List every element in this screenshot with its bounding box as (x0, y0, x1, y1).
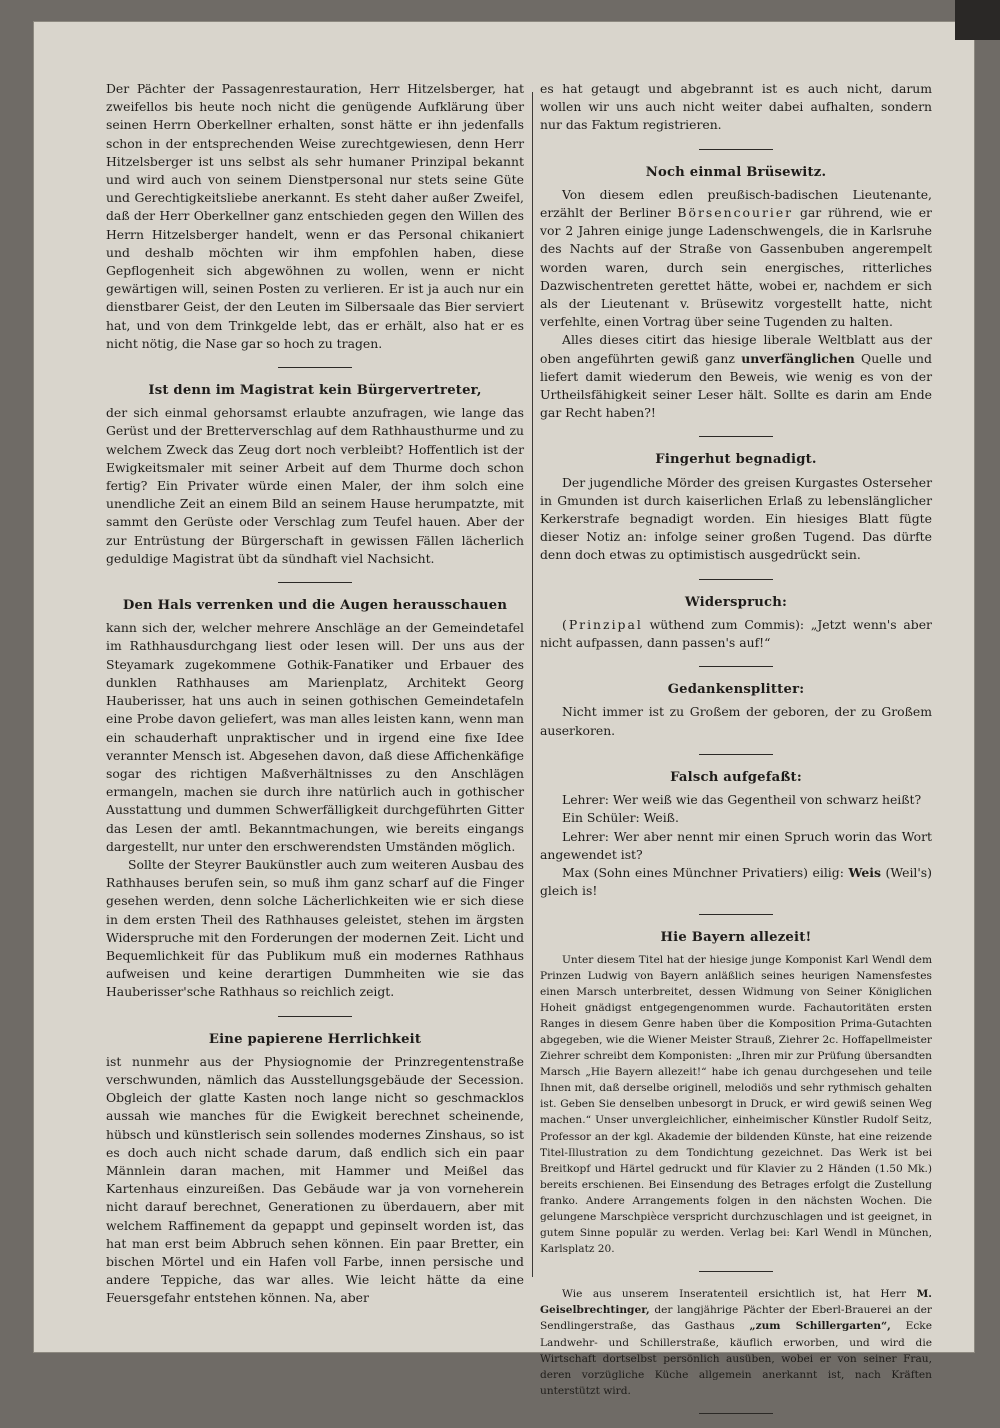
article-bruesewitz (540, 186, 932, 332)
text-run: (Weil's) gleich is! (540, 864, 932, 899)
dialogue-line: Lehrer: Wer aber nennt mir einen Spruch worin das Wort angewendet ist? (540, 828, 932, 862)
text-run: Quelle und liefert damit wiederum den Beweis, wie wenig es von der Urtheilsfähigkeit seiner Leser hält. Sollte es darin am Ende gar Recht haben?! (540, 350, 932, 421)
separator-rule (278, 1016, 352, 1017)
separator-rule (278, 367, 352, 368)
heading-bruesewitz: Noch einmal Brüsewitz. (645, 164, 827, 180)
separator-rule (699, 149, 773, 150)
separator-rule (699, 1413, 773, 1414)
text-run: wüthend zum Commis): „Jetzt wenn's aber nicht aufpassen, dann passen's auf!“ (540, 616, 932, 651)
article-papierene-herrlichkeit: ist nunmehr aus der Physiognomie der Prinzregentenstraße verschwunden, nämlich das Ausstellungsgebäude der Secession. Obgleich der glatte Kasten noch lange nicht so geschmacklos aussah wie manches für die Ewigkeit berechnet scheinende, hübsch und künstlerisch sein sollendes modernes Zinshaus, so ist es doch auch nicht schade darum, daß endlich sich ein paar Männlein daran machen, mit Hammer und Meißel das Kartenhaus einzureißen. Das Gebäude war ja von vorneherein nicht darauf berechnet, Generationen zu überdauern, aber mit welchem Raffinement da gepappt und gepinselt worden ist, das hat man erst beim Abbruch sehen können. Ein paar Bretter, ein bischen Mörtel und ein Hafen voll Farbe, innen persische und andere Teppiche, das war alles. Wie leicht hätte da eine Feuersgefahr entstehen können. Na, aber (106, 1053, 524, 1306)
article-widerspruch (540, 616, 932, 652)
separator-rule (699, 754, 773, 755)
dialogue-line: Ein Schüler: Weiß. (562, 810, 679, 826)
text-bold: Weis (848, 864, 881, 880)
scan-border (955, 0, 1000, 40)
text-run: Ecke Landwehr- und Schillerstraße, käuflich erworben, und wird die Wirtschaft dortselbst persönlich ausüben, wobei er von seiner Frau, deren vorzügliche Küche allgemein anerkannt ist, nach Kräften unterstützt wird. (540, 1320, 932, 1397)
text-bold: „zum Schillergarten“, (749, 1320, 891, 1333)
text-spaced: Börsencourier (677, 205, 794, 221)
article-bruesewitz-2 (540, 331, 932, 422)
heading-gedankensplitter: Gedankensplitter: (667, 682, 805, 698)
separator-rule (699, 579, 773, 580)
article-passagenrestauration: Der Pächter der Passagenrestauration, Herr Hitzelsberger, hat zweifellos bis heute noch nicht die genügende Aufklärung über seinen Herrn Oberkellner erhalten, sonst hätte er ihn jedenfalls schon in der entsprechenden Weise zurechtgewiesen, denn Herr Hitzelsberger ist uns selbst als sehr humaner Prinzipal bekannt und wird auch von seinem Dienstpersonal nur stets seine Güte und Gerechtigkeitsliebe anerkannt. Es steht daher außer Zweifel, daß der Herr Oberkellner ganz entschieden gegen den Willen des Herrn Hitzelsberger handelt, wenn er das Personal chikaniert und deshalb möchten wir ihm empfohlen haben, diese Gepflogenheit sich abgewöhnen zu wollen, wenn er nicht gewärtigen will, seinen Posten zu verlieren. Er ist ja auch nur ein dienstbarer Geist, der den Leuten im Silbersaale das Bier serviert hat, und von dem Trinkgelde lebt, das er erhält, also hat er es nicht nötig, die Nase gar so hoch zu tragen. (106, 81, 524, 351)
heading-falsch-aufgefasst: Falsch aufgefaßt: (670, 769, 802, 785)
heading-fingerhut: Fingerhut begnadigt. (655, 452, 817, 468)
right-column (540, 80, 932, 1428)
heading-hie-bayern: Hie Bayern allezeit! (660, 930, 812, 946)
article-gedankensplitter: Nicht immer ist zu Großem der geboren, der zu Großem auserkoren. (540, 704, 932, 738)
article-buergervertreter: der sich einmal gehorsamst erlaubte anzufragen, wie lange das Gerüst und der Bretterverschlag auf dem Rathhausthurme und zu welchem Zweck das Zeug dort noch verbleibt? Hoffentlich ist der Ewigkeitsmaler mit seiner Arbeit auf dem Thurme doch schon fertig? Ein Privater würde einen Maler, der ihm solch eine unendliche Zeit an einem Bild an seinem Hause herumpatzte, mit sammt den Gerüste oder Verschlag zum Teufel hauen. Aber der zur Entrüstung der Bürgerschaft in gewissen Fällen lächerlich geduldige Magistrat übt da sündhaft viel Nachsicht. (106, 405, 524, 566)
text-bold: M. Geiselbrechtinger, (540, 1288, 932, 1317)
text-run: Max (Sohn eines Münchner Privatiers) eilig: (562, 864, 844, 880)
separator-rule (278, 582, 352, 583)
separator-rule (699, 1271, 773, 1272)
article-fingerhut: Der jugendliche Mörder des greisen Kurgastes Osterseher in Gmunden ist durch kaiserlichen Erlaß zu lebenslänglicher Kerkerstrafe begnadigt worden. Ein hiesiges Blatt fügte dieser Notiz an: infolge seiner großen Tugend. Das dürfte denn doch etwas zu optimistisch ausgedrückt sein. (540, 474, 932, 563)
text-run: Alles dieses citirt das hiesige liberale Weltblatt aus der oben angeführten gewiß ganz (540, 332, 932, 366)
dialogue-line (540, 864, 932, 900)
article-hie-bayern: Unter diesem Titel hat der hiesige junge Komponist Karl Wendl dem Prinzen Ludwig von Bayern anläßlich seines heurigen Namensfestes einen Marsch unterbreitet, dessen Widmung von Seiner Königlichen Hoheit gnädigst entgegengenommen wurde. Fachautoritäten ersten Ranges in diesem Genre haben über die Komposition Prima-Gutachten abgegeben, wie die Wiener Meister Strauß, Ziehrer 2c. Hoffapellmeister Ziehrer schreibt dem Komponisten: „Ihren mir zur Prüfung übersandten Marsch „Hie Bayern allezeit!“ habe ich genau durchgesehen und teile Ihnen mit, daß derselbe originell, melodiös und sehr rythmisch gehalten ist. Geben Sie denselben unbesorgt in Druck, er wird gewiß seinen Weg machen.“ Unser unvergleichlicher, einheimischer Künstler Rudolf Seitz, Professor an der kgl. Akademie der bildenden Künste, hat eine reizende Titel-Illustration zu dem Tondichtung gezeichnet. Das Werk ist bei Breitkopf und Härtel gedruckt und für Klavier zu 2 Händen (1.50 Mk.) bereits erschienen. Bei Einsendung des Betrages erfolgt die Zustellung franko. Andere Arrangements folgen in den nächsten Wochen. Die gelungene Marschpièce verspricht durchzuschlagen und ist geeignet, in gutem Sinne populär zu werden. Verlag bei: Karl Wendl in München, Karlsplatz 20. (540, 953, 932, 1256)
left-column (106, 80, 524, 1308)
dialogue-line: Lehrer: Wer weiß wie das Gegentheil von schwarz heißt? (562, 792, 922, 808)
separator-rule (699, 436, 773, 437)
heading-widerspruch: Widerspruch: (684, 594, 788, 610)
text-run: Wie aus unserem Inseratenteil ersichtlich ist, hat Herr (562, 1288, 907, 1301)
article-hals-verrenken: kann sich der, welcher mehrere Anschläge an der Gemeindetafel im Rathhausdurchgang liest oder lesen will. Der uns aus der Steyamark zugekommene Gothik-Fanatiker und Erbauer des dunklen Rathhauses am Marienplatz, Architekt Georg Hauberisser, hat uns auch in seinen gothischen Gemeindetafeln eine Probe davon geliefert, was man alles leisten kann, wenn man ein schauderhaft unpraktischer und in irgend eine fixe Idee verannter Mensch ist. Abgesehen davon, daß diese Affichenkäfige sogar des richtigen Maßverhältnisses zu den Anschlägen ermangeln, machen sie durch ihre natürlich auch in gothischer Ausstattung und dummen Schwerfälligkeit durchgeführten Gitter das Lesen der amtl. Bekanntmachungen, wie bereits eingangs dargestellt, nur unter den erschwerendsten Umständen möglich. (106, 620, 524, 854)
article-continuation: es hat getaugt und abgebrannt ist es auch nicht, darum wollen wir uns auch nicht weiter dabei aufhalten, sondern nur das Faktum registrieren. (540, 81, 932, 133)
heading-hals-verrenken: Den Hals verrenken und die Augen herausschauen (122, 598, 508, 614)
text-run: Von diesem edlen preußisch-badischen Lieutenante, erzählt der Berliner (540, 186, 932, 221)
separator-rule (699, 666, 773, 667)
text-spaced: (Prinzipal (562, 616, 643, 632)
heading-buergervertreter: Ist denn im Magistrat kein Bürgervertreter, (148, 383, 482, 399)
text-run: der langjährige Pächter der Eberl-Brauerei an der Sendlingerstraße, das Gasthaus (540, 1304, 932, 1333)
separator-rule (699, 914, 773, 915)
heading-papierene-herrlichkeit: Eine papierene Herrlichkeit (208, 1031, 422, 1047)
text-run: gar rührend, wie er vor 2 Jahren einige junge Ladenschwengels, die in Karlsruhe des Nachts auf der Straße von Gassenbuben angerempelt worden waren, durch sein energisches, ritterliches Dazwischentreten gerettet hätte, wobei er, nachdem er sich als der Lieutenant v. Brüsewitz vorgestellt hatte, nicht verfehlte, einen Vortrag über seine Tugenden zu halten. (540, 205, 932, 330)
article-hals-verrenken-2: Sollte der Steyrer Baukünstler auch zum weiteren Ausbau des Rathhauses berufen sein, so muß ihm ganz scharf auf die Finger gesehen werden, denn solche Lächerlichkeiten wie er sich diese in dem ersten Theil des Rathhauses geleistet, stehen im ärgsten Widerspruche mit den Forderungen der modernen Zeit. Licht und Bequemlichkeit für das Publikum muß ein modernes Rathhaus aufweisen und keine derartigen Dummheiten wie sie das Hauberisser'sche Rathhaus so reichlich zeigt. (106, 856, 524, 1000)
article-schillergarten (540, 1286, 932, 1399)
column-divider (532, 92, 533, 1277)
text-bold: unverfänglichen (741, 350, 855, 366)
